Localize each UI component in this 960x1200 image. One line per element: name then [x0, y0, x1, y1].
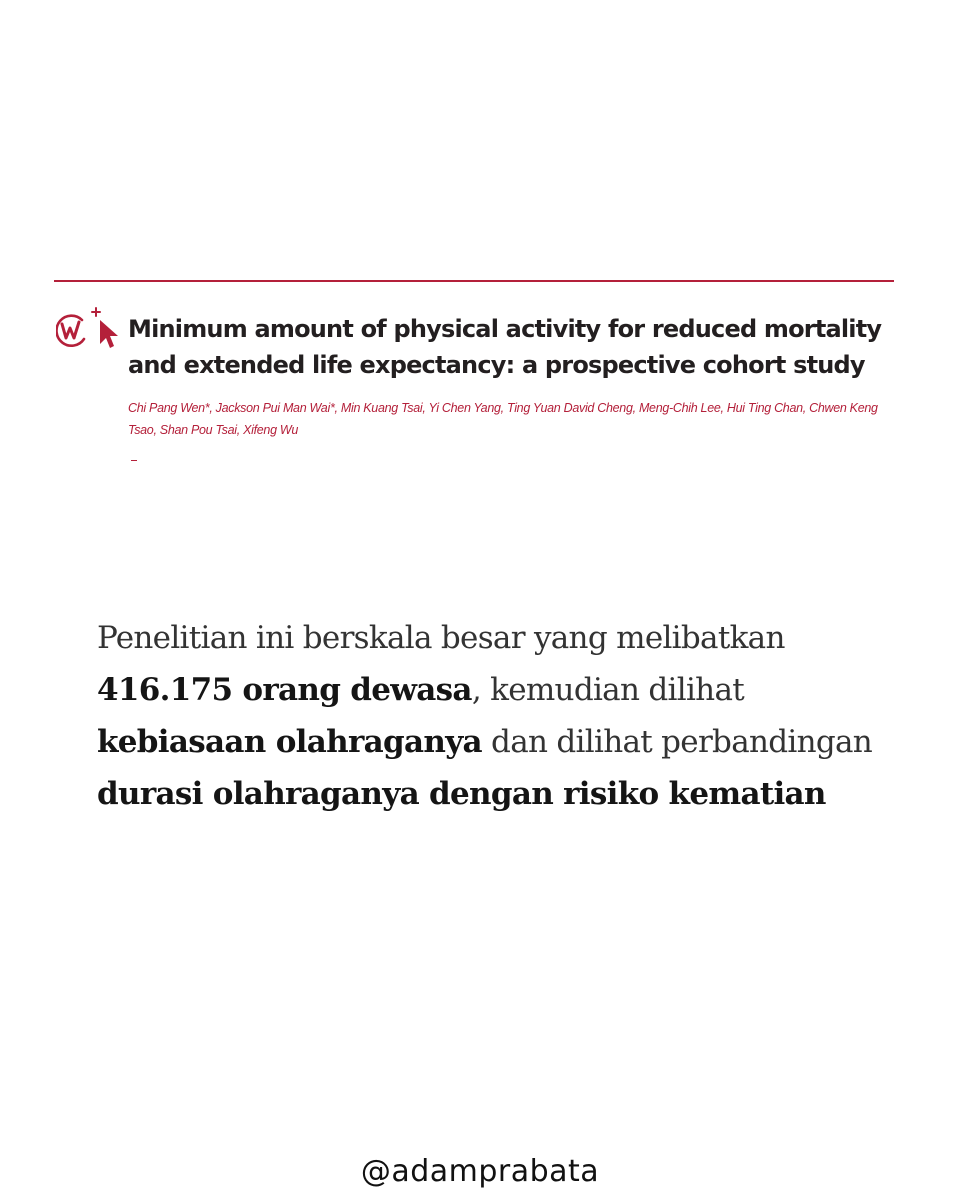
body-highlight-participants: 416.175 orang dewasa	[97, 672, 472, 708]
paper-authors: Chi Pang Wen*, Jackson Pui Man Wai*, Min Kuang Tsai, Yi Chen Yang, Ting Yuan David Cheng, Meng-Chih Lee, Hui Ting Chan, Chwen Keng Tsao, Shan Pou Tsai, Xifeng Wu	[128, 401, 878, 437]
top-divider	[54, 280, 894, 282]
body-highlight-duration-risk: durasi olahraganya dengan risiko kematian	[97, 776, 826, 812]
crossmark-w-cursor-icon	[56, 306, 122, 352]
body-text-segment: dan dilihat perbandingan	[481, 724, 873, 760]
author-handle: @adamprabata	[360, 1154, 600, 1189]
body-text-segment: Penelitian ini berskala besar yang melibatkan	[97, 620, 785, 656]
paper-header-card	[54, 280, 894, 470]
body-text-segment: , kemudian dilihat	[471, 672, 744, 708]
body-paragraph	[97, 612, 877, 820]
body-highlight-habits: kebiasaan olahraganya	[97, 724, 482, 760]
small-dash	[131, 460, 137, 461]
paper-title: Minimum amount of physical activity for reduced mortality and extended life expectancy: a prospective cohort study	[128, 315, 882, 379]
